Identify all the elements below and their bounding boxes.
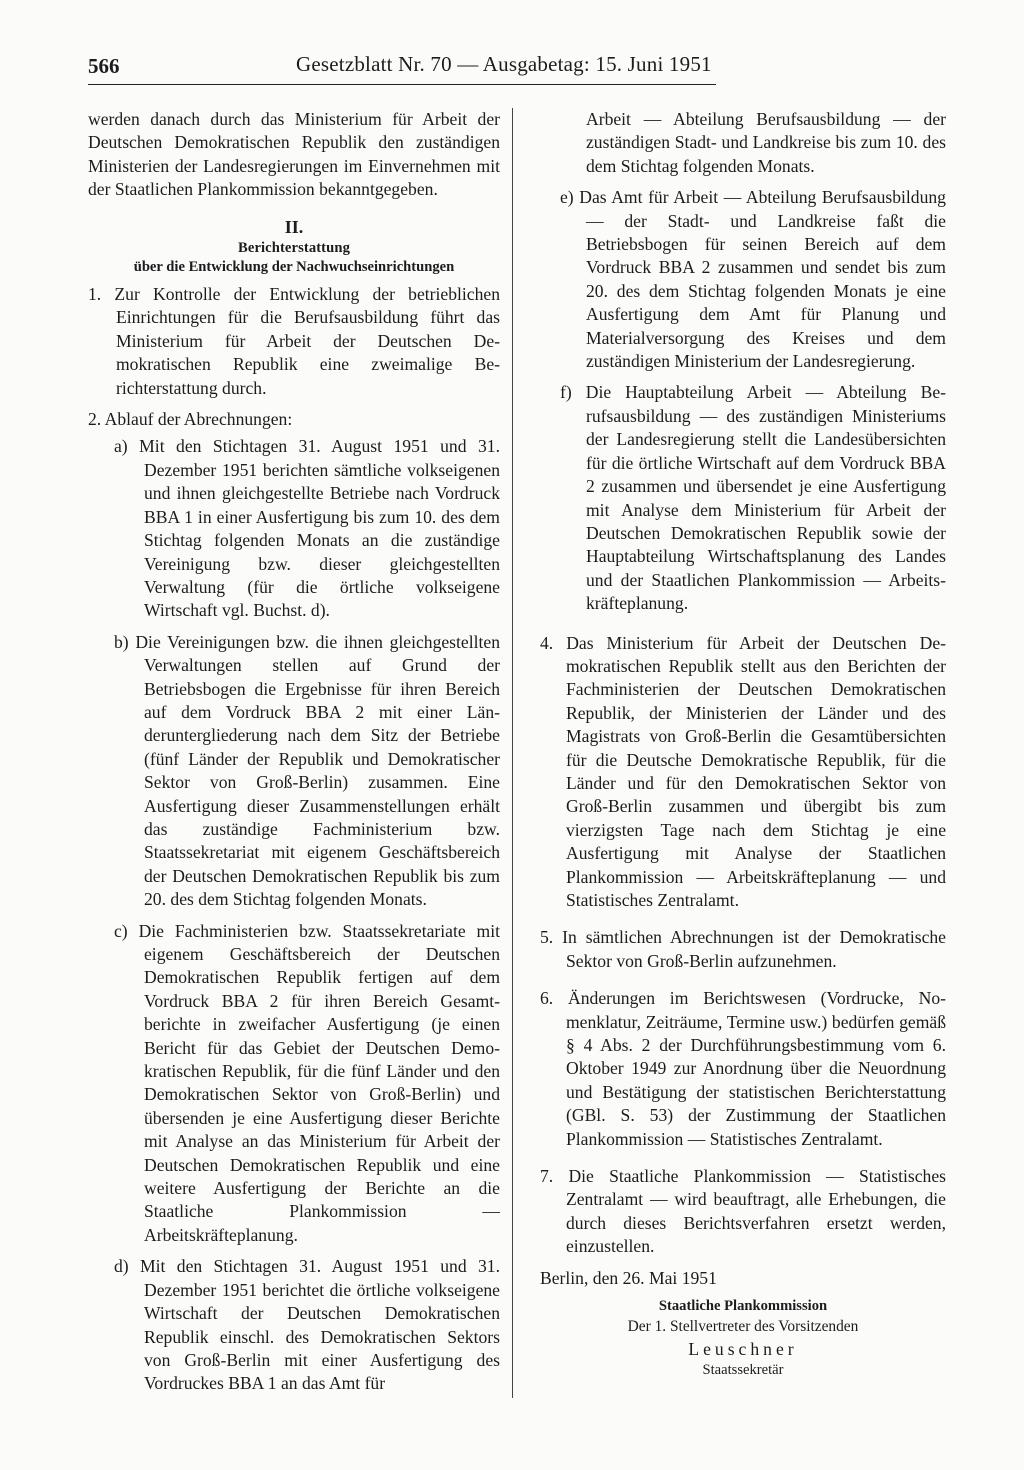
item-2f-text: Die Hauptabteilung Arbeit — Abteilung Berufsausbildung — des zuständigen Ministeriums der Landesregierung stellt die Landesübersichten für die örtliche Wirtschaft auf dem Vordruck BBA 2 zusammen und übersendet je eine Ausfertigung mit Analyse dem Ministerium für Arbeit der Deutschen Demokratischen Republik sowie der Hauptabteilung Wirtschaftsplanung des Landes und der Staatlichen Plankommission — Arbeitskräfteplanung.: [585, 382, 946, 614]
item-4: [540, 632, 946, 913]
item-6-text: Änderungen im Berichtswesen (Vordrucke, Nomenklatur, Zeiträume, Termine usw.) bedürfen gemäß § 4 Abs. 2 der Durchführungsbestimmung vom 6. Oktober 1949 zur Anordnung über die Neuordnung und Bestätigung der statistischen Berichterstattung (GBl. S. 53) der Zustimmung der Staatlichen Plankommission — Statistisches Zentralamt.: [566, 988, 947, 1149]
item-4-label: 4.: [540, 632, 554, 653]
item-6: [540, 987, 946, 1151]
header-title: Gesetzblatt Nr. 70 — Ausgabetag: 15. Juni 1951: [296, 52, 712, 76]
item-5: [540, 926, 946, 973]
item-2b-label: b): [114, 631, 129, 652]
header-rule: [88, 84, 716, 85]
item-1-label: 1.: [88, 284, 102, 305]
item-2b: [88, 631, 500, 912]
column-divider: [512, 108, 513, 1398]
item-2: [88, 408, 500, 431]
section-number: II.: [284, 216, 304, 237]
item-7-label: 7.: [540, 1166, 554, 1187]
item-2e-label: e): [560, 187, 574, 208]
item-2c: [88, 920, 500, 1248]
item-2a-label: a): [114, 436, 128, 457]
item-2d-continued: Arbeit — Abteilung Berufsausbildung — der zuständigen Stadt- und Landkreise bis zum 10. des dem Stichtag folgenden Monats.: [586, 109, 946, 176]
item-6-label: 6.: [540, 988, 554, 1009]
item-2c-label: c): [114, 920, 128, 941]
item-2d-label: d): [114, 1256, 129, 1277]
section-title-line2: über die Entwicklung der Nachwuchseinrichtungen: [133, 259, 455, 276]
place-date: Berlin, den 26. Mai 1951: [540, 1267, 717, 1288]
item-2b-text: Die Vereinigungen bzw. die ihnen gleichgestellten Verwaltungen stellen auf Grund der Betriebsbogen die Ergebnisse für ihren Bereich auf dem Vordruck BBA 2 mit einer Länderuntergliederung nach dem Sitz der Betriebe (fünf Länder der Republik und Demokratischer Sektor von Groß-Berlin) zusammen. Eine Ausfertigung dieser Zusammenstellungen erhält das zuständige Fachministerium bzw. Staatssekretariat mit eigenem Geschäftsbereich der Deutschen Demokratischen Republik bis zum 20. des dem Stichtag folgenden Monats.: [135, 631, 500, 910]
page-header: [88, 50, 940, 84]
item-2d-text: Mit den Stichtagen 31. August 1951 und 31. Dezember 1951 berichtet die örtliche volkseigene Wirtschaft der Deutschen Demokratischen Republik einschl. des Demokratischen Sektors von Groß-Berlin mit einer Ausfertigung des Vordruckes BBA 1 an das Amt für: [140, 1256, 500, 1394]
right-column: [540, 108, 946, 1380]
item-2f: [540, 381, 946, 615]
item-2f-label: f): [560, 382, 572, 403]
item-1: [88, 283, 500, 400]
item-2a: [88, 435, 500, 622]
intro-paragraph: werden danach durch das Ministerium für Arbeit der Deutschen Demokratischen Republik den zuständigen Ministerien der Landesregierungen im Einvernehmen mit der Staatlichen Plankommission bekanntgegeben.: [88, 109, 500, 200]
item-7: [540, 1165, 946, 1259]
signature-title: Staatssekretär: [702, 1362, 784, 1379]
item-2e: [540, 186, 946, 373]
item-2-label: 2.: [88, 409, 102, 430]
item-1-text: Zur Kontrolle der Entwicklung der betrieblichen Einrichtungen für die Berufsausbildung führt das Ministerium für Arbeit der Deutschen Demokratischen Republik eine zweimalige Berichterstattung durch.: [114, 284, 500, 398]
item-7-text: Die Staatliche Plankommission — Statistisches Zentralamt — wird beauftragt, alle Erhebungen, die durch dieses Berichtsverfahren ersetzt werden, einzustellen.: [566, 1166, 946, 1257]
item-2-text: Ablauf der Abrechnungen:: [104, 409, 293, 430]
signature-name: Leuschner: [688, 1339, 798, 1360]
section-title-line1: Berichterstattung: [238, 240, 350, 257]
item-5-text: In sämtlichen Abrechnungen ist der Demokratische Sektor von Groß-Berlin aufzunehmen.: [562, 927, 946, 971]
item-5-label: 5.: [540, 927, 554, 948]
signature-role: Der 1. Stellvertreter des Vorsitzenden: [627, 1318, 859, 1336]
left-column: [88, 108, 500, 1396]
item-4-text: Das Ministerium für Arbeit der Deutschen Demokratischen Republik stellt aus den Berichten der Fachministerien der Deutschen Demokratischen Republik, der Ministerien der Länder und des Magistrats von Groß-Berlin die Gesamtübersichten für die Deutsche Demokratische Republik, für die Länder und für den Demokratischen Sektor von Groß-Berlin zusammen und übergibt bis zum vierzigsten Tage nach dem Stichtag je eine Ausfertigung mit Analyse der Staatlichen Plankommission — Arbeitskräfteplanung — und Statistisches Zentralamt.: [566, 632, 946, 910]
item-2a-text: Mit den Stichtagen 31. August 1951 und 31. Dezember 1951 berichten sämtliche volkseigenen und ihnen gleichgestellte Betriebe nach Vordruck BBA 1 in einer Ausfertigung bis zum 10. des dem Stichtag folgenden Monats an die zuständige Vereinigung bzw. dieser gleichgestellten Verwaltung (für die örtliche volkseigene Wirtschaft vgl. Buchst. d).: [139, 436, 500, 621]
page-number: 566: [88, 54, 120, 78]
signature-organization: Staatliche Plankommission: [658, 1298, 828, 1315]
item-2e-text: Das Amt für Arbeit — Abteilung Berufsausbildung — der Stadt- und Landkreise faßt die Betriebsbogen für seinen Bereich auf dem Vordruck BBA 2 zusammen und sendet bis zum 20. des dem Stichtag folgenden Monats je eine Ausfertigung dem Amt für Planung und Materialversorgung des Kreises und dem zuständigen Ministerium der Landesregierung.: [579, 187, 946, 372]
item-2c-text: Die Fachministerien bzw. Staatssekretariate mit eigenem Geschäftsbereich der Deutschen Demokratischen Republik fertigen auf dem Vordruck BBA 2 für ihren Bereich Gesamtberichte in zweifacher Ausfertigung (je einen Bericht für das Gebiet der Deutschen Demokratischen Republik, für die fünf Länder und den Demokratischen Sektor von Groß-Berlin) und übersenden je eine Ausfertigung dieser Berichte mit Analyse an das Ministerium für Arbeit der Deutschen Demokratischen Republik und eine weitere Ausfertigung der Berichte an die Staatliche Plankommission — Arbeitskräfteplanung.: [138, 920, 500, 1245]
item-2d: [88, 1255, 500, 1395]
